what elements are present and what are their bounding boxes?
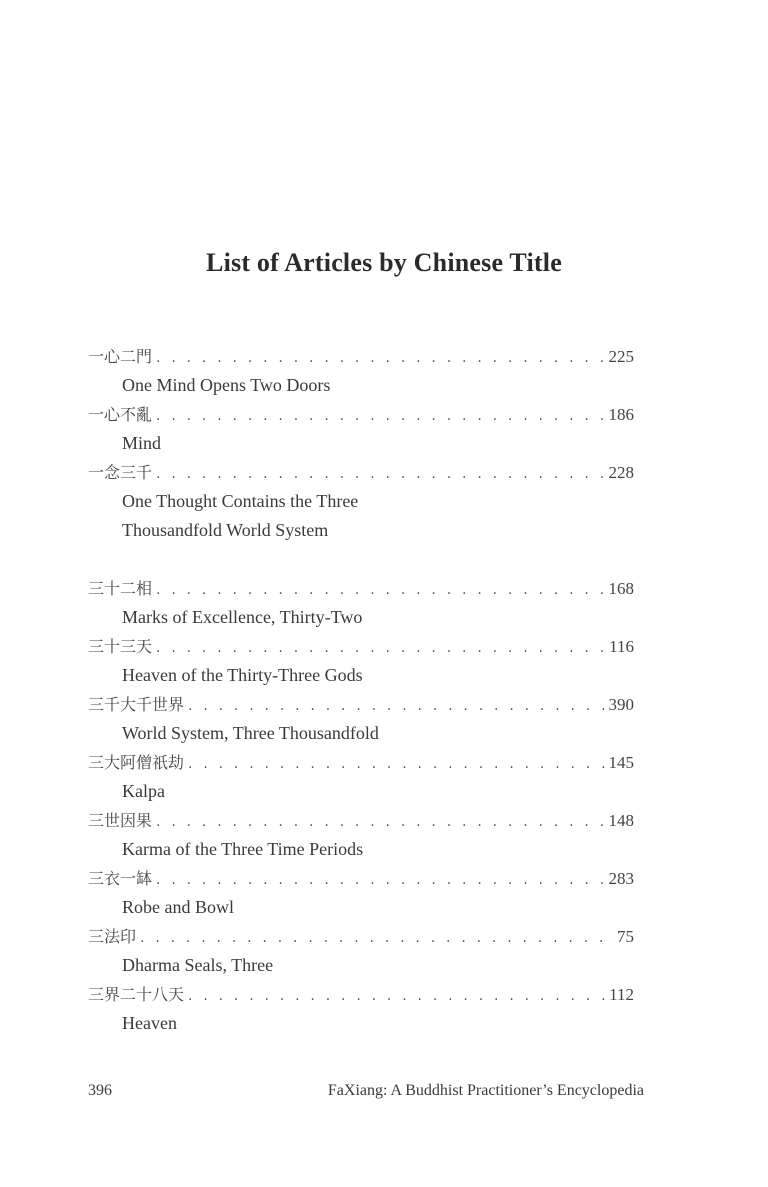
page-number: 75 [617,927,634,946]
list-item [88,690,634,748]
list-item [88,980,634,1038]
entry-line [88,690,634,719]
page-footer [88,1082,644,1106]
dot-leader [156,634,605,663]
list-item [88,342,634,400]
entry-line [88,980,634,1009]
entry-line [88,748,634,777]
article-group [88,342,634,545]
footer-page-number: 396 [88,1082,112,1099]
chinese-title: 三衣一缽 [88,869,153,888]
english-title-continued: Thousandfold World System [122,520,329,540]
english-title: Kalpa [122,781,165,801]
chinese-title: 三界二十八天 [88,985,185,1004]
chinese-title: 三世因果 [88,811,153,830]
page-number: 145 [608,753,634,772]
article-list [88,342,634,1038]
english-title: Dharma Seals, Three [122,955,274,975]
entry-line [88,806,634,835]
dot-leader [156,808,604,837]
entry-line [88,574,634,603]
page-number: 116 [609,637,634,656]
page-number: 228 [608,463,634,482]
list-item [88,864,634,922]
chinese-title: 三大阿僧祇劫 [88,753,185,772]
dot-leader [156,460,604,489]
chinese-title: 一心二門 [88,347,153,366]
list-item [88,574,634,632]
english-title: One Thought Contains the Three [122,491,359,511]
entry-line [88,400,634,429]
dot-leader [156,866,604,895]
page-number: 148 [608,811,634,830]
chinese-title: 一心不亂 [88,405,153,424]
page-number: 283 [608,869,634,888]
english-title: Heaven of the Thirty-Three Gods [122,665,363,685]
dot-leader [188,692,604,721]
footer-book-title: FaXiang: A Buddhist Practitioner’s Encyclopedia [327,1082,644,1099]
english-title: World System, Three Thousandfold [122,723,379,743]
entry-line [88,458,634,487]
entry-line [88,922,634,951]
chinese-title: 三法印 [88,927,137,946]
chinese-title: 三千大千世界 [88,695,185,714]
english-title: Mind [122,433,162,453]
english-title: Marks of Excellence, Thirty-Two [122,607,363,627]
chinese-title: 三十二相 [88,579,153,598]
list-item [88,748,634,806]
entry-line [88,342,634,371]
chinese-title: 一念三千 [88,463,153,482]
page-title: List of Articles by Chinese Title [206,248,562,277]
dot-leader [156,344,604,373]
page-number: 225 [608,347,634,366]
list-item [88,400,634,458]
entry-line [88,864,634,893]
page-number: 186 [608,405,634,424]
page-number: 168 [608,579,634,598]
dot-leader [188,750,604,779]
english-title: One Mind Opens Two Doors [122,375,331,395]
entry-line [88,632,634,661]
dot-leader [156,402,604,431]
dot-leader [140,924,613,953]
dot-leader [188,982,605,1011]
list-item [88,632,634,690]
list-item [88,806,634,864]
article-group [88,574,634,1038]
english-title: Karma of the Three Time Periods [122,839,364,859]
dot-leader [156,576,604,605]
page-number: 390 [608,695,634,714]
list-item [88,458,634,545]
english-title: Robe and Bowl [122,897,234,917]
english-title: Heaven [122,1013,177,1033]
list-item [88,922,634,980]
page-number: 112 [609,985,634,1004]
chinese-title: 三十三天 [88,637,153,656]
